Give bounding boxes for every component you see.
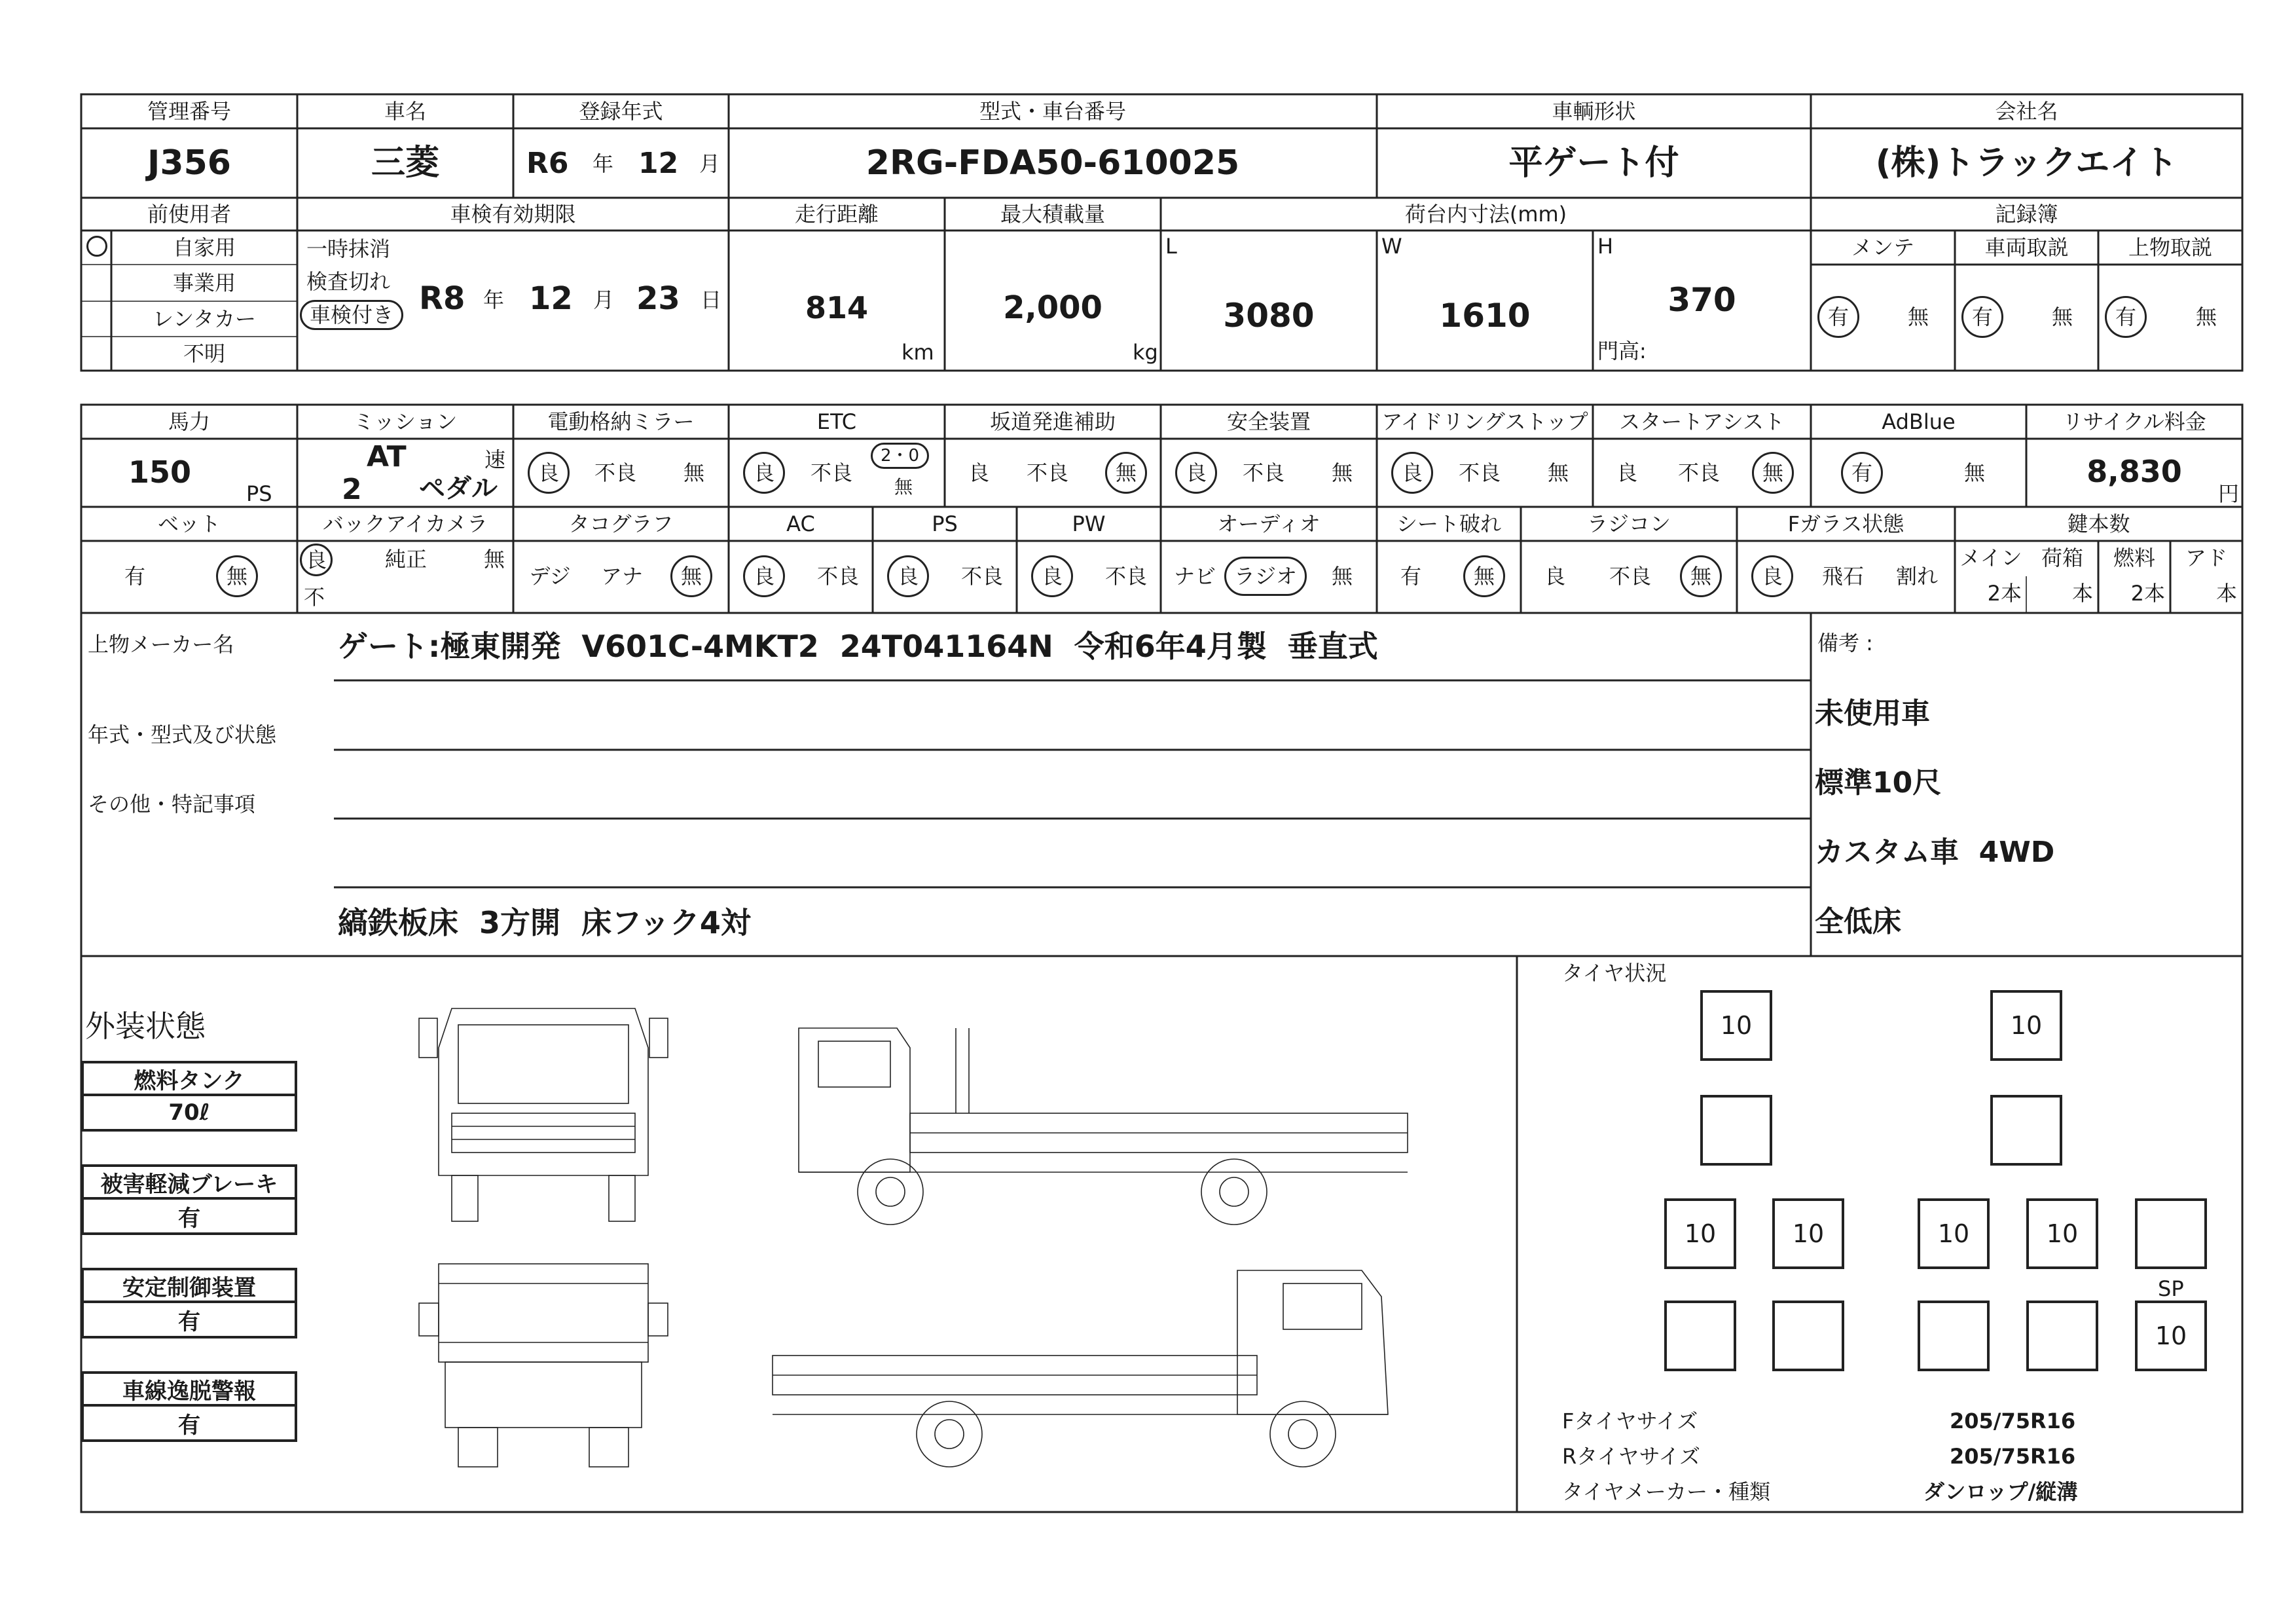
key-main-label: メイン <box>1959 545 2022 570</box>
tire-maker-value: ダンロップ/縦溝 <box>1923 1479 2078 1504</box>
tire-rear-inner <box>1772 1301 1844 1371</box>
idling-label: アイドリングストップ <box>1381 409 1588 434</box>
radicon-bad: 不良 <box>1609 564 1651 589</box>
r-size-label: Rタイヤサイズ <box>1562 1444 1701 1469</box>
tire-front-left-2 <box>1700 1095 1772 1166</box>
pw-bad: 不良 <box>1104 564 1147 589</box>
maker-value: 三菱 <box>371 143 439 183</box>
mileage-label: 走行距離 <box>794 202 879 227</box>
body-value: 平ゲート付 <box>1508 143 1679 183</box>
tire-front-right-2 <box>1990 1095 2062 1166</box>
bed-yes: 有 <box>124 564 145 589</box>
insp-year-unit: 年 <box>483 287 505 312</box>
prev-user-option: 自家用 <box>172 235 236 260</box>
idling-none: 無 <box>1547 460 1569 485</box>
remark-item: 未使用車 <box>1815 697 1930 730</box>
prev-user-option: レンタカー <box>153 306 256 331</box>
maker-label: 車名 <box>384 99 426 124</box>
record-yes: 有 <box>1961 296 2003 338</box>
start-none: 無 <box>1752 452 1794 494</box>
insp-day: 23 <box>636 280 680 317</box>
tire-spare: 10 <box>2135 1301 2207 1371</box>
notes-line-1: ゲート:極東開発 V601C-4MKT2 24T041164N 令和6年4月製 垂直式 <box>338 629 1378 664</box>
company-value: (株)トラックエイト <box>1875 143 2178 183</box>
notes-year-label: 年式・型式及び状態 <box>88 722 277 747</box>
mirror-good: 良 <box>528 452 570 494</box>
remark-item: カスタム車 4WD <box>1815 836 2055 869</box>
glass-crack: 割れ <box>1895 564 1938 589</box>
mission-speed: 2 <box>342 473 362 506</box>
mgmt-label: 管理番号 <box>147 99 231 124</box>
truck-side-view <box>799 1028 1408 1225</box>
tire-rear: 10 <box>2026 1198 2098 1269</box>
seat-no: 無 <box>1463 555 1505 597</box>
hp-unit: PS <box>246 481 272 506</box>
notes-line-5: 縞鉄板床 3方開 床フック4対 <box>338 905 751 940</box>
inspection-label: 車検有効期限 <box>450 202 576 227</box>
bed-no: 無 <box>216 555 258 597</box>
insp-month: 12 <box>529 280 573 317</box>
record-yes: 有 <box>1817 296 1859 338</box>
mileage-unit: km <box>902 340 934 365</box>
seat-label: シート破れ <box>1396 511 1501 536</box>
audio-navi: ナビ <box>1173 564 1216 589</box>
spare-label: SP <box>2158 1276 2184 1301</box>
mission-speed-unit: 速 <box>484 447 506 472</box>
exterior-box-label: 車線逸脱警報 <box>84 1374 295 1407</box>
key-adblue-value: 本 <box>2215 581 2237 606</box>
reg-month: 12 <box>638 147 679 180</box>
ps-good: 良 <box>887 555 929 597</box>
tire-rear-extra <box>2135 1198 2207 1269</box>
remark-item: 標準10尺 <box>1815 766 1942 800</box>
safety-none: 無 <box>1331 460 1353 485</box>
mileage-value: 814 <box>805 290 869 325</box>
audio-label: オーディオ <box>1217 511 1321 536</box>
taco-analog: アナ <box>600 564 643 589</box>
idling-bad: 不良 <box>1458 460 1501 485</box>
exterior-box-label: 燃料タンク <box>84 1063 295 1096</box>
key-adblue-label: アド <box>2185 545 2227 570</box>
remark-item: 全低床 <box>1815 905 1901 938</box>
safety-label: 安全装置 <box>1226 409 1311 434</box>
load-value: 2,000 <box>1003 289 1102 326</box>
record-no: 無 <box>1907 304 1929 329</box>
bed-label: ベット <box>157 511 221 536</box>
etc-label: ETC <box>816 409 857 434</box>
hp-label: 馬力 <box>168 409 210 434</box>
recycle-unit: 円 <box>2218 481 2240 506</box>
radicon-none: 無 <box>1680 555 1722 597</box>
W-label: W <box>1381 234 1402 259</box>
exterior-box-value: 有 <box>178 1412 200 1439</box>
inspection-option-selected: 車検付き <box>300 300 403 330</box>
reg-label: 登録年式 <box>579 99 663 124</box>
reg-month-unit: 月 <box>699 151 721 176</box>
truck-side-view-2 <box>773 1270 1388 1467</box>
ac-good: 良 <box>743 555 785 597</box>
exterior-box-stability <box>81 1268 297 1338</box>
prev-user-selected-circle <box>86 236 107 257</box>
record-label: 上物取説 <box>2128 235 2212 260</box>
key-box-value: 本 <box>2071 581 2093 606</box>
audio-radio: ラジオ <box>1224 557 1307 596</box>
tire-rear-inner <box>1918 1301 1990 1371</box>
glass-label: Fガラス状態 <box>1787 511 1904 536</box>
record-no: 無 <box>2195 304 2217 329</box>
taco-label: タコグラフ <box>568 511 674 536</box>
mgmt-value: J356 <box>147 143 231 183</box>
idling-good: 良 <box>1391 452 1433 494</box>
prev-user-option: 不明 <box>183 341 225 366</box>
exterior-box-value: 有 <box>178 1205 200 1232</box>
mission-label: ミッション <box>353 409 458 434</box>
record-yes: 有 <box>2105 296 2147 338</box>
mirror-bad: 不良 <box>594 460 636 485</box>
tire-rear: 10 <box>1918 1198 1990 1269</box>
f-size-label: Fタイヤサイズ <box>1562 1409 1698 1433</box>
recycle-label: リサイクル料金 <box>2062 409 2206 434</box>
truck-front-view <box>419 1008 668 1221</box>
exterior-box-label: 安定制御装置 <box>84 1270 295 1303</box>
exterior-title: 外装状態 <box>85 1008 206 1044</box>
exterior-box-lane <box>81 1371 297 1442</box>
mirror-none: 無 <box>683 460 704 485</box>
key-fuel-value: 2本 <box>2130 581 2165 606</box>
exterior-box-brake <box>81 1164 297 1235</box>
body-label: 車輌形状 <box>1552 99 1636 124</box>
key-main-value: 2本 <box>1987 581 2022 606</box>
camera-oem: 純正 <box>384 547 427 572</box>
r-size-value: 205/75R16 <box>1950 1444 2076 1469</box>
record-label: 車両取説 <box>1984 235 2069 260</box>
hill-none: 無 <box>1105 452 1147 494</box>
insp-era: R8 <box>419 280 465 317</box>
load-label: 最大積載量 <box>1000 202 1105 227</box>
etc-none: 無 <box>894 476 913 498</box>
H-label: H <box>1597 234 1614 259</box>
inspection-option: 検査切れ <box>306 269 391 294</box>
prev-user-option: 事業用 <box>172 270 236 295</box>
ac-label: AC <box>786 511 815 536</box>
adblue-no: 無 <box>1963 460 1985 485</box>
tire-front-left: 10 <box>1700 990 1772 1061</box>
mirror-label: 電動格納ミラー <box>547 409 695 434</box>
L-label: L <box>1165 234 1177 259</box>
seat-yes: 有 <box>1400 564 1421 589</box>
hill-bad: 不良 <box>1026 460 1068 485</box>
ac-bad: 不良 <box>816 564 859 589</box>
camera-bad: 不 <box>303 585 325 610</box>
pw-label: PW <box>1072 511 1106 536</box>
hill-good: 良 <box>968 460 989 485</box>
exterior-box-fuel <box>81 1061 297 1132</box>
taco-none: 無 <box>670 555 712 597</box>
H-value: 370 <box>1667 281 1736 319</box>
notes-maker-label: 上物メーカー名 <box>88 632 234 657</box>
bed-label: 荷台内寸法(mm) <box>1404 202 1567 227</box>
mission-pedal: ペダル <box>419 473 498 504</box>
camera-label: バックアイカメラ <box>322 511 488 536</box>
truck-rear-view <box>419 1264 668 1467</box>
tire-rear: 10 <box>1664 1198 1736 1269</box>
etc-bad: 不良 <box>810 460 852 485</box>
W-value: 1610 <box>1439 297 1531 335</box>
camera-none: 無 <box>483 547 505 572</box>
safety-bad: 不良 <box>1242 460 1285 485</box>
adblue-label: AdBlue <box>1882 409 1956 434</box>
model-value: 2RG-FDA50-610025 <box>866 143 1240 183</box>
record-label: メンテ <box>1851 235 1914 260</box>
safety-good: 良 <box>1175 452 1217 494</box>
start-good: 良 <box>1616 460 1637 485</box>
tire-rear: 10 <box>1772 1198 1844 1269</box>
f-size-value: 205/75R16 <box>1950 1409 2076 1433</box>
model-label: 型式・車台番号 <box>979 99 1126 124</box>
tire-rear-inner <box>1664 1301 1736 1371</box>
gate-height-label: 門高: <box>1597 339 1647 363</box>
load-unit: kg <box>1133 340 1158 365</box>
glass-good: 良 <box>1751 555 1793 597</box>
tire-front-right: 10 <box>1990 990 2062 1061</box>
insp-day-unit: 日 <box>701 287 722 312</box>
notes-other-label: その他・特記事項 <box>88 792 256 817</box>
reg-era: R6 <box>526 147 569 180</box>
audio-none: 無 <box>1331 564 1353 589</box>
insp-month-unit: 月 <box>593 287 615 312</box>
tires-title: タイヤ状況 <box>1562 961 1667 986</box>
ps-bad: 不良 <box>960 564 1003 589</box>
adblue-yes: 有 <box>1841 452 1883 494</box>
camera-good: 良 <box>300 544 333 576</box>
etc-version: 2・0 <box>871 443 929 469</box>
remarks-label: 備考 : <box>1817 631 1873 655</box>
etc-good: 良 <box>743 452 785 494</box>
recycle-value: 8,830 <box>2086 454 2182 489</box>
taco-digital: デジ <box>529 564 571 589</box>
record-no: 無 <box>2051 304 2073 329</box>
exterior-box-label: 被害軽減ブレーキ <box>84 1167 295 1200</box>
exterior-box-value: 有 <box>178 1308 200 1335</box>
records-label: 記録簿 <box>1995 202 2058 227</box>
start-bad: 不良 <box>1677 460 1720 485</box>
tire-maker-label: タイヤメーカー・種類 <box>1562 1479 1771 1504</box>
ps-label: PS <box>932 511 958 536</box>
glass-chip: 飛石 <box>1821 564 1864 589</box>
inspection-option: 一時抹消 <box>306 236 391 261</box>
key-box-label: 荷箱 <box>2041 545 2083 570</box>
hp-value: 150 <box>128 454 192 490</box>
prev-user-label: 前使用者 <box>147 202 231 227</box>
mission-type: AT <box>367 440 407 473</box>
radicon-good: 良 <box>1544 564 1565 589</box>
hill-label: 坂道発進補助 <box>989 409 1116 434</box>
company-label: 会社名 <box>1995 99 2058 124</box>
keys-label: 鍵本数 <box>2067 511 2130 536</box>
L-value: 3080 <box>1223 297 1315 335</box>
key-fuel-label: 燃料 <box>2113 545 2155 570</box>
exterior-box-value: 70ℓ <box>168 1099 210 1126</box>
radicon-label: ラジコン <box>1586 511 1671 536</box>
reg-year-unit: 年 <box>592 151 614 176</box>
pw-good: 良 <box>1031 555 1073 597</box>
start-label: スタートアシスト <box>1619 409 1785 434</box>
tire-rear-inner <box>2026 1301 2098 1371</box>
